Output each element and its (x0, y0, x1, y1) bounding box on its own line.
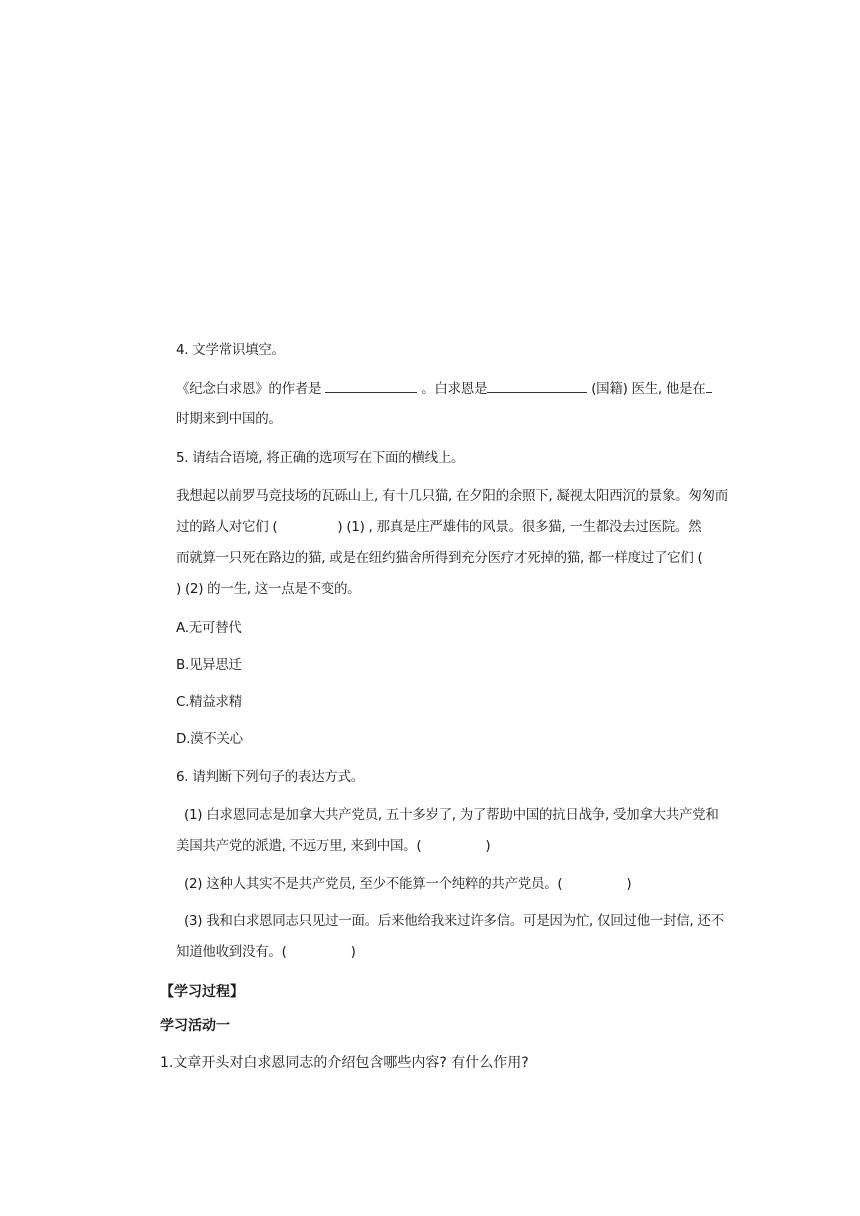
q6-s3-close: ) (350, 944, 356, 960)
q6-s2-close: ) (626, 876, 632, 892)
q5-option-d: D.漠不关心 (176, 731, 243, 747)
q5-paragraph-line1: 我想起以前罗马竞技场的瓦砾山上, 有十几只猫, 在夕阳的余照下, 凝视太阳西沉的景象。匆匆而 (176, 488, 728, 504)
q5-paragraph-line2 (176, 517, 701, 537)
q5-paragraph-line3: 而就算一只死在路边的猫, 或是在纽约猫舍所得到充分医疗才死掉的猫, 都一样度过了它们 ( (176, 550, 703, 566)
q4-text-a: 《纪念白求恩》的作者是 (176, 381, 322, 397)
q5-option-a: A.无可替代 (176, 620, 242, 636)
q4-blank-period (706, 378, 712, 393)
q6-s2-text: (2) 这种人其实不是共产党员, 至少不能算一个纯粹的共产党员。( (184, 876, 563, 892)
q4-text-b: 。白求恩是 (421, 381, 488, 397)
q6-sentence1-line2 (176, 836, 490, 856)
q5-title: 5. 请结合语境, 将正确的选项写在下面的横线上。 (176, 450, 465, 466)
q5-option-c: C.精益求精 (176, 694, 242, 710)
q6-s3-text: 知道他收到没有。( (176, 944, 287, 960)
q4-blank-nationality (487, 378, 587, 393)
q5-p2-text-a: 过的路人对它们 ( (176, 519, 278, 535)
q5-paragraph-line4: ) (2) 的一生, 这一点是不变的。 (176, 581, 361, 597)
q4-text-c: (国籍) 医生, 他是在 (591, 381, 706, 397)
q4-title: 4. 文学常识填空。 (176, 342, 285, 358)
q5-p2-text-b: ) (1) , 那真是庄严雄伟的风景。很多猫, 一生都没去过医院。然 (337, 519, 702, 535)
activity-question-1: 1.文章开头对白求恩同志的介绍包含哪些内容? 有什么作用? (160, 1055, 529, 1071)
q4-line2: 时期来到中国的。 (176, 411, 282, 427)
q6-sentence1-line1: (1) 白求恩同志是加拿大共产党员, 五十多岁了, 为了帮助中国的抗日战争, 受加拿大共产党和 (184, 807, 719, 823)
q6-sentence3-line2 (176, 942, 356, 962)
q6-title: 6. 请判断下列句子的表达方式。 (176, 769, 364, 785)
q5-option-b: B.见异思迁 (176, 657, 242, 673)
q6-sentence2 (184, 874, 631, 894)
q6-sentence3-line1: (3) 我和白求恩同志只见过一面。后来他给我来过许多信。可是因为忙, 仅回过他一封信, 还不 (184, 913, 724, 929)
q4-blank-author (325, 378, 417, 393)
q6-s1-text: 美国共产党的派遣, 不远万里, 来到中国。( (176, 838, 422, 854)
section-heading-process: 【学习过程】 (160, 984, 244, 1000)
q4-line1 (176, 378, 712, 399)
q6-s1-close: ) (485, 838, 491, 854)
activity-heading: 学习活动一 (160, 1018, 230, 1034)
